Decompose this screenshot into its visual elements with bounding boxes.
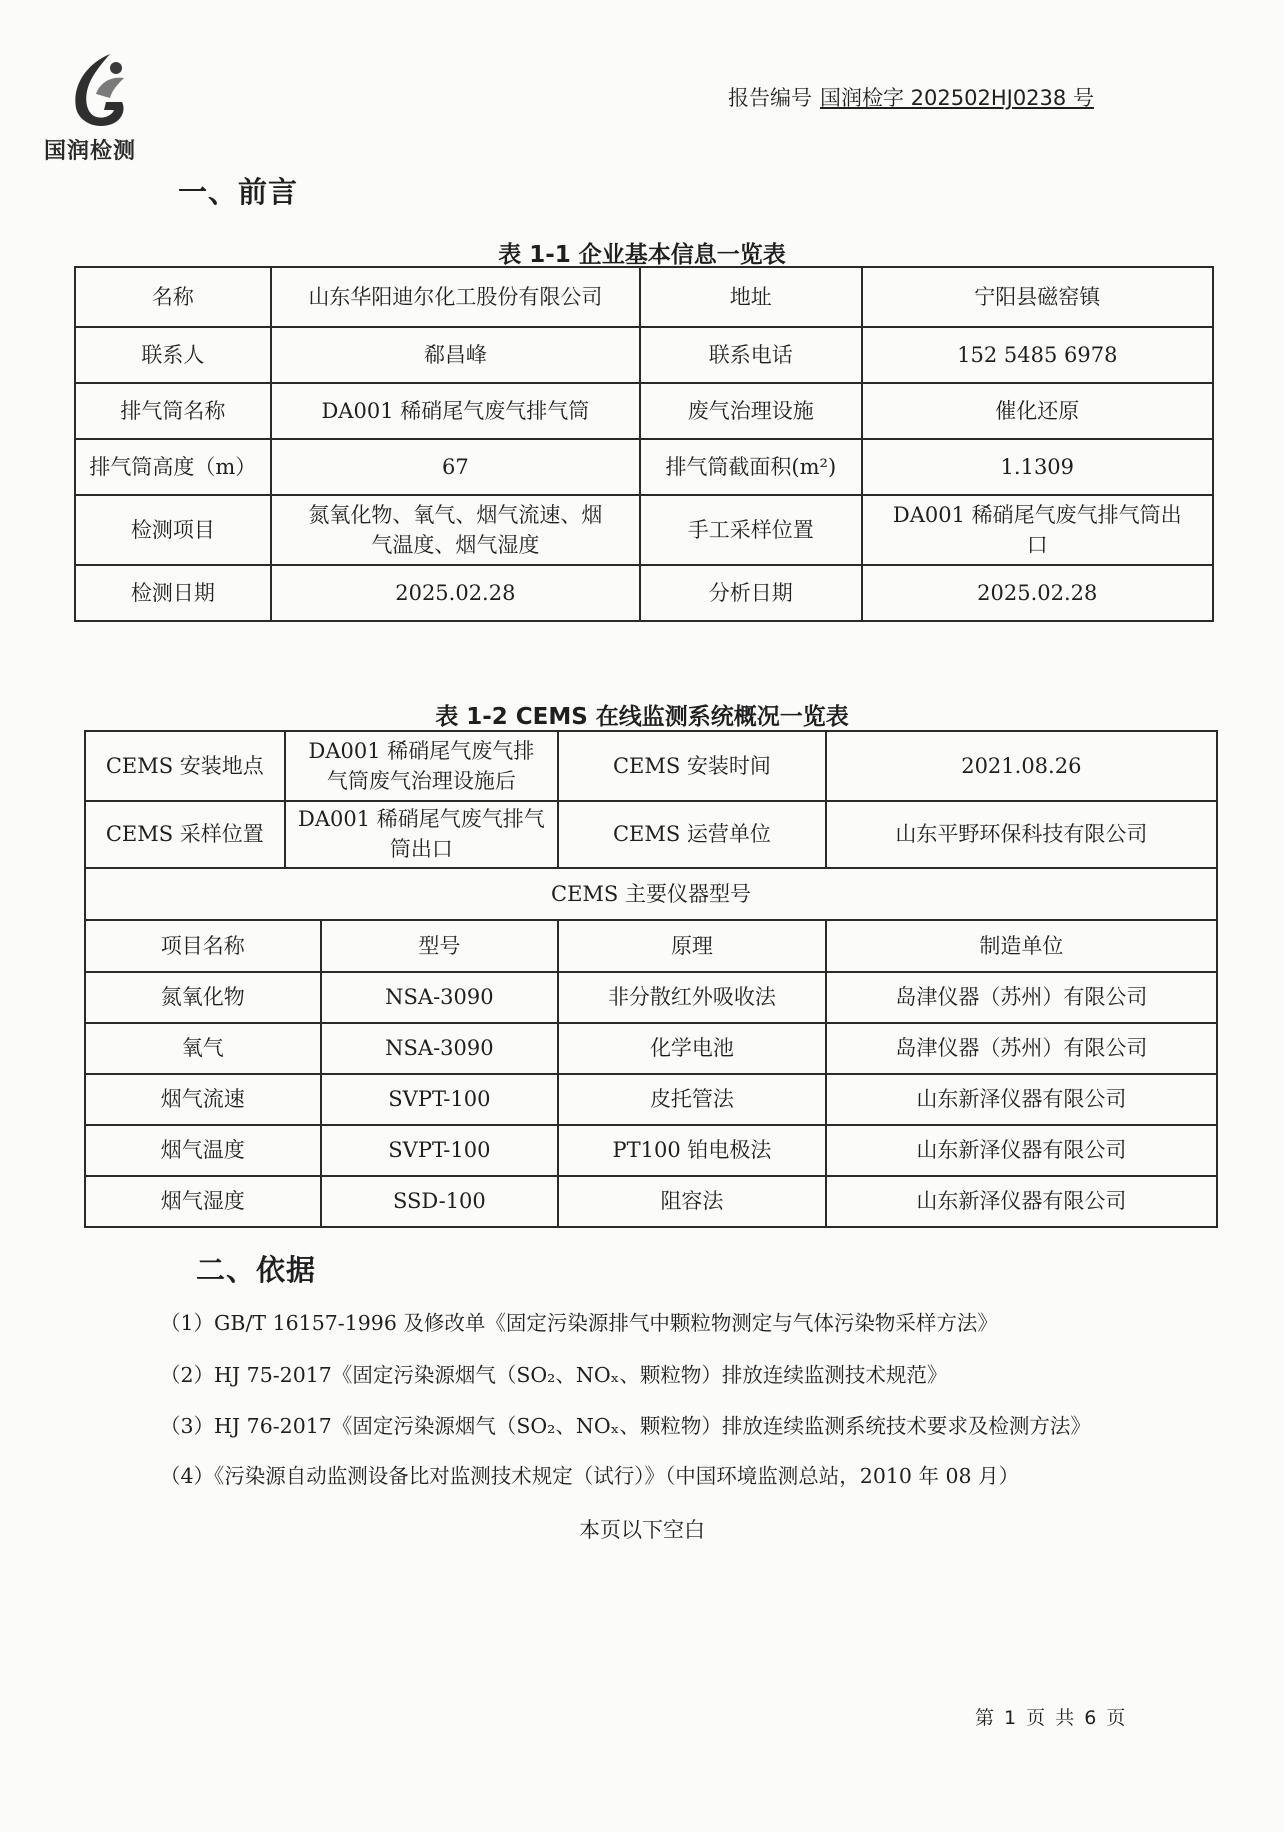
table-cell: SSD-100 bbox=[321, 1176, 559, 1227]
report-number bbox=[728, 82, 1094, 112]
table-cell: SVPT-100 bbox=[321, 1125, 559, 1176]
table-cell: CEMS 运营单位 bbox=[558, 801, 825, 868]
table-cell: 2025.02.28 bbox=[271, 565, 640, 621]
cems-overview-table bbox=[84, 730, 1218, 1228]
table-cell: 排气筒高度（m） bbox=[75, 439, 271, 495]
table-subtitle: CEMS 主要仪器型号 bbox=[85, 868, 1217, 920]
table-cell: 1.1309 bbox=[862, 439, 1213, 495]
logo-mark-icon bbox=[66, 50, 130, 132]
table-row bbox=[75, 565, 1213, 621]
company-info-table bbox=[74, 266, 1214, 622]
table-row bbox=[75, 383, 1213, 439]
table-cell: 联系电话 bbox=[640, 327, 862, 383]
table-cell: 分析日期 bbox=[640, 565, 862, 621]
table2-caption: 表 1-2 CEMS 在线监测系统概况一览表 bbox=[435, 704, 849, 730]
table-row bbox=[85, 972, 1217, 1023]
table-cell: 山东新泽仪器有限公司 bbox=[826, 1074, 1217, 1125]
table-row bbox=[85, 1176, 1217, 1227]
table-cell: DA001 稀硝尾气废气排气筒出口 bbox=[862, 495, 1213, 565]
table-cell: 阻容法 bbox=[558, 1176, 825, 1227]
basis-item: （4）《污染源自动监测设备比对监测技术规定（试行）》（中国环境监测总站，2010 年 08 月） bbox=[160, 1464, 1020, 1488]
table-cell: 2025.02.28 bbox=[862, 565, 1213, 621]
logo-text: 国润检测 bbox=[44, 139, 137, 164]
table-row bbox=[85, 868, 1217, 920]
table1-caption: 表 1-1 企业基本信息一览表 bbox=[498, 242, 786, 268]
table-cell: CEMS 采样位置 bbox=[85, 801, 285, 868]
column-header: 项目名称 bbox=[85, 920, 321, 972]
section-title-basis: 二、依据 bbox=[196, 1253, 317, 1287]
table-row bbox=[75, 495, 1213, 565]
table-cell: 非分散红外吸收法 bbox=[558, 972, 825, 1023]
table-cell: NSA-3090 bbox=[321, 1023, 559, 1074]
table-cell: 山东新泽仪器有限公司 bbox=[826, 1125, 1217, 1176]
table-cell: DA001 稀硝尾气废气排气筒出口 bbox=[285, 801, 559, 868]
table-cell: 名称 bbox=[75, 267, 271, 327]
table-row bbox=[75, 327, 1213, 383]
table-cell: 山东新泽仪器有限公司 bbox=[826, 1176, 1217, 1227]
basis-item: （1）GB/T 16157-1996 及修改单《固定污染源排气中颗粒物测定与气体污染物采样方法》 bbox=[160, 1311, 998, 1335]
table-cell: 氮氧化物、氧气、烟气流速、烟气温度、烟气湿度 bbox=[271, 495, 640, 565]
table-cell: 催化还原 bbox=[862, 383, 1213, 439]
table-row bbox=[75, 439, 1213, 495]
table-cell: 宁阳县磁窑镇 bbox=[862, 267, 1213, 327]
table-row bbox=[85, 731, 1217, 801]
table-cell: 烟气湿度 bbox=[85, 1176, 321, 1227]
report-number-value: 国润检字 202502HJ0238 号 bbox=[820, 86, 1094, 110]
table-row bbox=[85, 1023, 1217, 1074]
table-row bbox=[85, 1125, 1217, 1176]
table-header-row bbox=[85, 920, 1217, 972]
table-cell: CEMS 安装时间 bbox=[558, 731, 825, 801]
column-header: 型号 bbox=[321, 920, 559, 972]
column-header: 制造单位 bbox=[826, 920, 1217, 972]
basis-item: （2）HJ 75-2017《固定污染源烟气（SO₂、NOₓ、颗粒物）排放连续监测技术规范》 bbox=[160, 1363, 948, 1387]
table-cell: 山东平野环保科技有限公司 bbox=[826, 801, 1217, 868]
column-header: 原理 bbox=[558, 920, 825, 972]
report-number-label: 报告编号 bbox=[728, 86, 812, 110]
table-cell: 皮托管法 bbox=[558, 1074, 825, 1125]
basis-item: （3）HJ 76-2017《固定污染源烟气（SO₂、NOₓ、颗粒物）排放连续监测系统技术要求及检测方法》 bbox=[160, 1414, 1091, 1438]
table-row bbox=[75, 267, 1213, 327]
table-cell: 岛津仪器（苏州）有限公司 bbox=[826, 1023, 1217, 1074]
table-cell: 烟气流速 bbox=[85, 1074, 321, 1125]
table-cell: DA001 稀硝尾气废气排气筒 bbox=[271, 383, 640, 439]
table-cell: 山东华阳迪尔化工股份有限公司 bbox=[271, 267, 640, 327]
company-logo bbox=[44, 50, 154, 164]
table-cell: 排气筒名称 bbox=[75, 383, 271, 439]
table-cell: 手工采样位置 bbox=[640, 495, 862, 565]
table-cell: DA001 稀硝尾气废气排气筒废气治理设施后 bbox=[285, 731, 559, 801]
table-cell: 地址 bbox=[640, 267, 862, 327]
table-cell: 152 5485 6978 bbox=[862, 327, 1213, 383]
table-cell: 化学电池 bbox=[558, 1023, 825, 1074]
table-cell: NSA-3090 bbox=[321, 972, 559, 1023]
table-row bbox=[85, 801, 1217, 868]
table-cell: PT100 铂电极法 bbox=[558, 1125, 825, 1176]
table-cell: 排气筒截面积(m²) bbox=[640, 439, 862, 495]
table-cell: 2021.08.26 bbox=[826, 731, 1217, 801]
table-cell: 氧气 bbox=[85, 1023, 321, 1074]
table-cell: 检测日期 bbox=[75, 565, 271, 621]
table-cell: 67 bbox=[271, 439, 640, 495]
table-cell: 郗昌峰 bbox=[271, 327, 640, 383]
table-cell: CEMS 安装地点 bbox=[85, 731, 285, 801]
section-title-preface: 一、前言 bbox=[178, 175, 299, 209]
blank-below-note: 本页以下空白 bbox=[579, 1518, 705, 1542]
table-cell: 检测项目 bbox=[75, 495, 271, 565]
table-cell: 氮氧化物 bbox=[85, 972, 321, 1023]
table-cell: 废气治理设施 bbox=[640, 383, 862, 439]
table-row bbox=[85, 1074, 1217, 1125]
table-cell: 联系人 bbox=[75, 327, 271, 383]
table-cell: 岛津仪器（苏州）有限公司 bbox=[826, 972, 1217, 1023]
page-number: 第 1 页 共 6 页 bbox=[975, 1707, 1126, 1729]
table-cell: SVPT-100 bbox=[321, 1074, 559, 1125]
table-cell: 烟气温度 bbox=[85, 1125, 321, 1176]
